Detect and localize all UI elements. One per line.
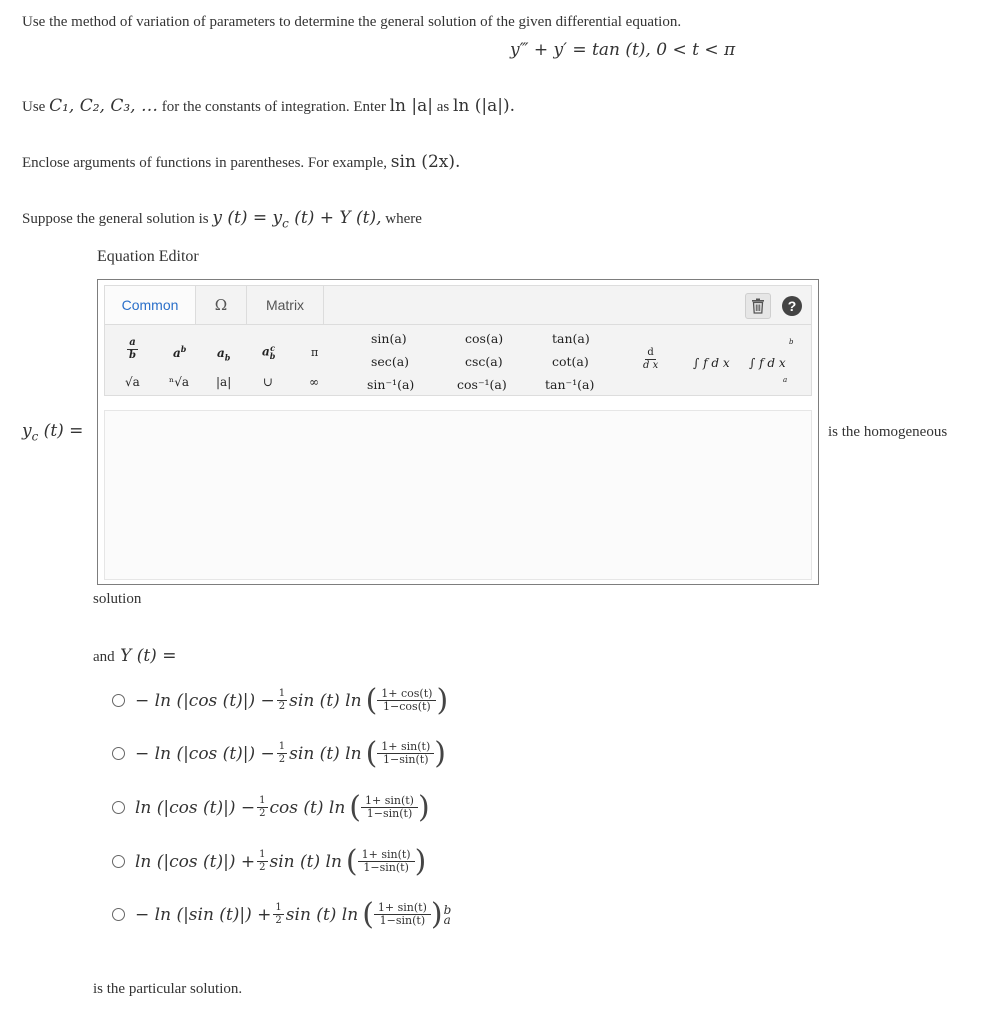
option-trig: sin (t) ln (285, 904, 359, 925)
half-num: 1 (259, 795, 266, 807)
option-prefix: − ln (|cos (t)|) − (135, 743, 275, 764)
option-trig: sin (t) ln (289, 690, 362, 711)
right-paren: ) (414, 844, 427, 879)
tab-symbols[interactable]: Ω (196, 286, 247, 324)
definite-integral-button[interactable] (749, 338, 794, 384)
nthroot-button[interactable]: ⁿ√a (169, 375, 189, 389)
editor-title: Equation Editor (97, 248, 199, 265)
radio-button[interactable] (112, 855, 125, 868)
yc-sub: c (31, 429, 39, 444)
radio-button[interactable] (112, 747, 125, 760)
suppose-math: y (t) = y (212, 208, 283, 228)
fraction-button[interactable] (127, 338, 138, 361)
help-button[interactable] (779, 293, 805, 319)
help-icon: ? (782, 296, 802, 316)
half-num: 1 (278, 741, 286, 753)
homogeneous-text: is the homogeneous (828, 424, 948, 440)
option-trig: cos (t) ln (269, 797, 346, 818)
option-denominator: 1−sin(t) (383, 752, 429, 766)
option-numerator: 1+ sin(t) (374, 902, 431, 915)
Y-label: Y (t) = (120, 646, 177, 666)
option-prefix: ln (|cos (t)|) − (135, 797, 256, 818)
equation-editor (97, 279, 819, 585)
ln-paren: ln (|a|). (452, 96, 516, 116)
enclose-instruction (22, 152, 460, 172)
left-paren: ( (349, 790, 362, 825)
power-button[interactable] (173, 344, 186, 360)
question-intro: Use the method of variation of parameters to determine the general solution of the given differential equation. (22, 14, 682, 30)
subsup-sup: c (270, 343, 276, 353)
option-denominator: 1−sin(t) (363, 860, 409, 874)
right-paren: ) (430, 897, 443, 932)
right-paren: ) (417, 790, 430, 825)
option-numerator: 1+ sin(t) (377, 741, 434, 754)
constants-mid: for the constants of integration. Enter (161, 99, 386, 115)
integral-button[interactable]: ∫ f d x (693, 356, 730, 370)
particular-label (93, 646, 176, 666)
tab-matrix[interactable]: Matrix (247, 286, 324, 324)
right-paren: ) (436, 683, 449, 718)
option-expression (135, 790, 430, 825)
yc-label (22, 421, 83, 443)
option-expression (135, 897, 451, 932)
equation-text: y‴ + y′ = tan (t), 0 < t < π (510, 40, 736, 60)
left-paren: ( (365, 736, 378, 771)
union-button[interactable]: ∪ (263, 375, 274, 389)
half-num: 1 (259, 849, 266, 861)
option-suffix-bottom: a (443, 912, 451, 927)
left-paren: ( (365, 683, 378, 718)
trash-icon (751, 298, 765, 314)
option-prefix: − ln (|cos (t)|) − (135, 690, 275, 711)
option-prefix: − ln (|sin (t)|) + (135, 904, 272, 925)
option-suffix-top: b (443, 902, 452, 917)
answer-option[interactable] (112, 790, 430, 825)
tan-button[interactable]: tan(a) (552, 331, 590, 346)
half-num: 1 (275, 902, 282, 914)
yc-rest: (t) = (38, 421, 84, 441)
editor-tabbar (105, 286, 811, 325)
frac-num: a (129, 337, 136, 348)
tab-common[interactable]: Common (105, 286, 196, 324)
deriv-bottom: d x (643, 359, 659, 371)
power-base: a (173, 346, 181, 360)
option-denominator: 1−sin(t) (379, 913, 426, 927)
def-integral-text: ∫ f d x (749, 356, 786, 370)
particular-text: is the particular solution. (93, 981, 243, 997)
radio-button[interactable] (112, 801, 125, 814)
half-den: 2 (259, 861, 266, 873)
cot-button[interactable]: cot(a) (552, 354, 589, 369)
suppose-math2: (t) + Y (t), (288, 208, 382, 228)
option-expression (135, 844, 426, 879)
option-denominator: 1−cos(t) (383, 699, 431, 713)
cos-button[interactable]: cos(a) (465, 331, 504, 346)
left-paren: ( (345, 844, 358, 879)
editor-toolbar (104, 285, 812, 396)
half-den: 2 (259, 807, 266, 819)
constants-instruction (22, 96, 515, 116)
sqrt-button[interactable]: √a (125, 375, 140, 389)
right-paren: ) (434, 736, 446, 771)
option-trig: sin (t) ln (269, 851, 342, 872)
deriv-top: d (647, 347, 654, 358)
def-upper: b (789, 338, 794, 346)
abs-button[interactable]: |a| (216, 375, 232, 389)
left-paren: ( (362, 897, 374, 932)
sub-base: a (217, 346, 225, 360)
pi-button[interactable]: π (311, 346, 319, 359)
constants-prefix: Use (22, 99, 46, 115)
sin-button[interactable]: sin(a) (371, 331, 407, 346)
sec-button[interactable]: sec(a) (371, 354, 410, 369)
frac-den: b (129, 349, 136, 361)
answer-option[interactable] (112, 683, 448, 718)
solution-text: solution (93, 591, 142, 607)
answer-option[interactable] (112, 844, 426, 879)
arctan-button[interactable]: tan⁻¹(a) (545, 377, 595, 392)
answer-input[interactable] (104, 410, 812, 580)
yc-y: y (22, 421, 32, 441)
suppose-text: Suppose the general solution is (22, 211, 209, 227)
option-trig: sin (t) ln (289, 743, 362, 764)
option-denominator: 1−sin(t) (366, 806, 413, 820)
half-den: 2 (275, 914, 282, 926)
constants-list: C₁, C₂, C₃, … (49, 96, 158, 116)
infinity-button[interactable]: ∞ (309, 375, 319, 389)
enclose-example: sin (2x). (390, 152, 461, 172)
suppose-line (22, 208, 422, 230)
answer-option[interactable] (112, 736, 446, 771)
where-word: where (385, 211, 422, 227)
ln-abs: ln |a| (389, 96, 433, 116)
option-numerator: 1+ sin(t) (358, 849, 415, 862)
sub-index: b (224, 352, 231, 363)
option-numerator: 1+ cos(t) (377, 688, 436, 701)
half-num: 1 (278, 688, 286, 700)
option-numerator: 1+ sin(t) (361, 795, 418, 808)
half-den: 2 (278, 753, 286, 765)
def-lower: a (783, 376, 788, 384)
arcsin-button[interactable]: sin⁻¹(a) (367, 377, 415, 392)
subsup-button[interactable] (262, 344, 275, 360)
option-expression (135, 683, 448, 718)
suppose-sub: c (282, 216, 289, 231)
arccos-button[interactable]: cos⁻¹(a) (457, 377, 507, 392)
radio-button[interactable] (112, 694, 125, 707)
derivative-button[interactable] (641, 348, 660, 371)
trash-button[interactable] (745, 293, 771, 319)
enclose-text: Enclose arguments of functions in parentheses. For example, (22, 155, 388, 171)
half-den: 2 (278, 700, 286, 712)
as-word: as (436, 99, 450, 115)
csc-button[interactable]: csc(a) (465, 354, 503, 369)
power-exp: b (180, 344, 187, 354)
option-prefix: ln (|cos (t)|) + (135, 851, 256, 872)
subsup-sub: b (269, 351, 276, 361)
differential-equation (510, 40, 735, 60)
answer-option[interactable] (112, 897, 451, 932)
radio-button[interactable] (112, 908, 125, 921)
subsup-base: a (262, 344, 270, 359)
option-expression (135, 736, 446, 771)
subscript-button[interactable] (217, 346, 230, 362)
and-text: and (93, 649, 115, 665)
